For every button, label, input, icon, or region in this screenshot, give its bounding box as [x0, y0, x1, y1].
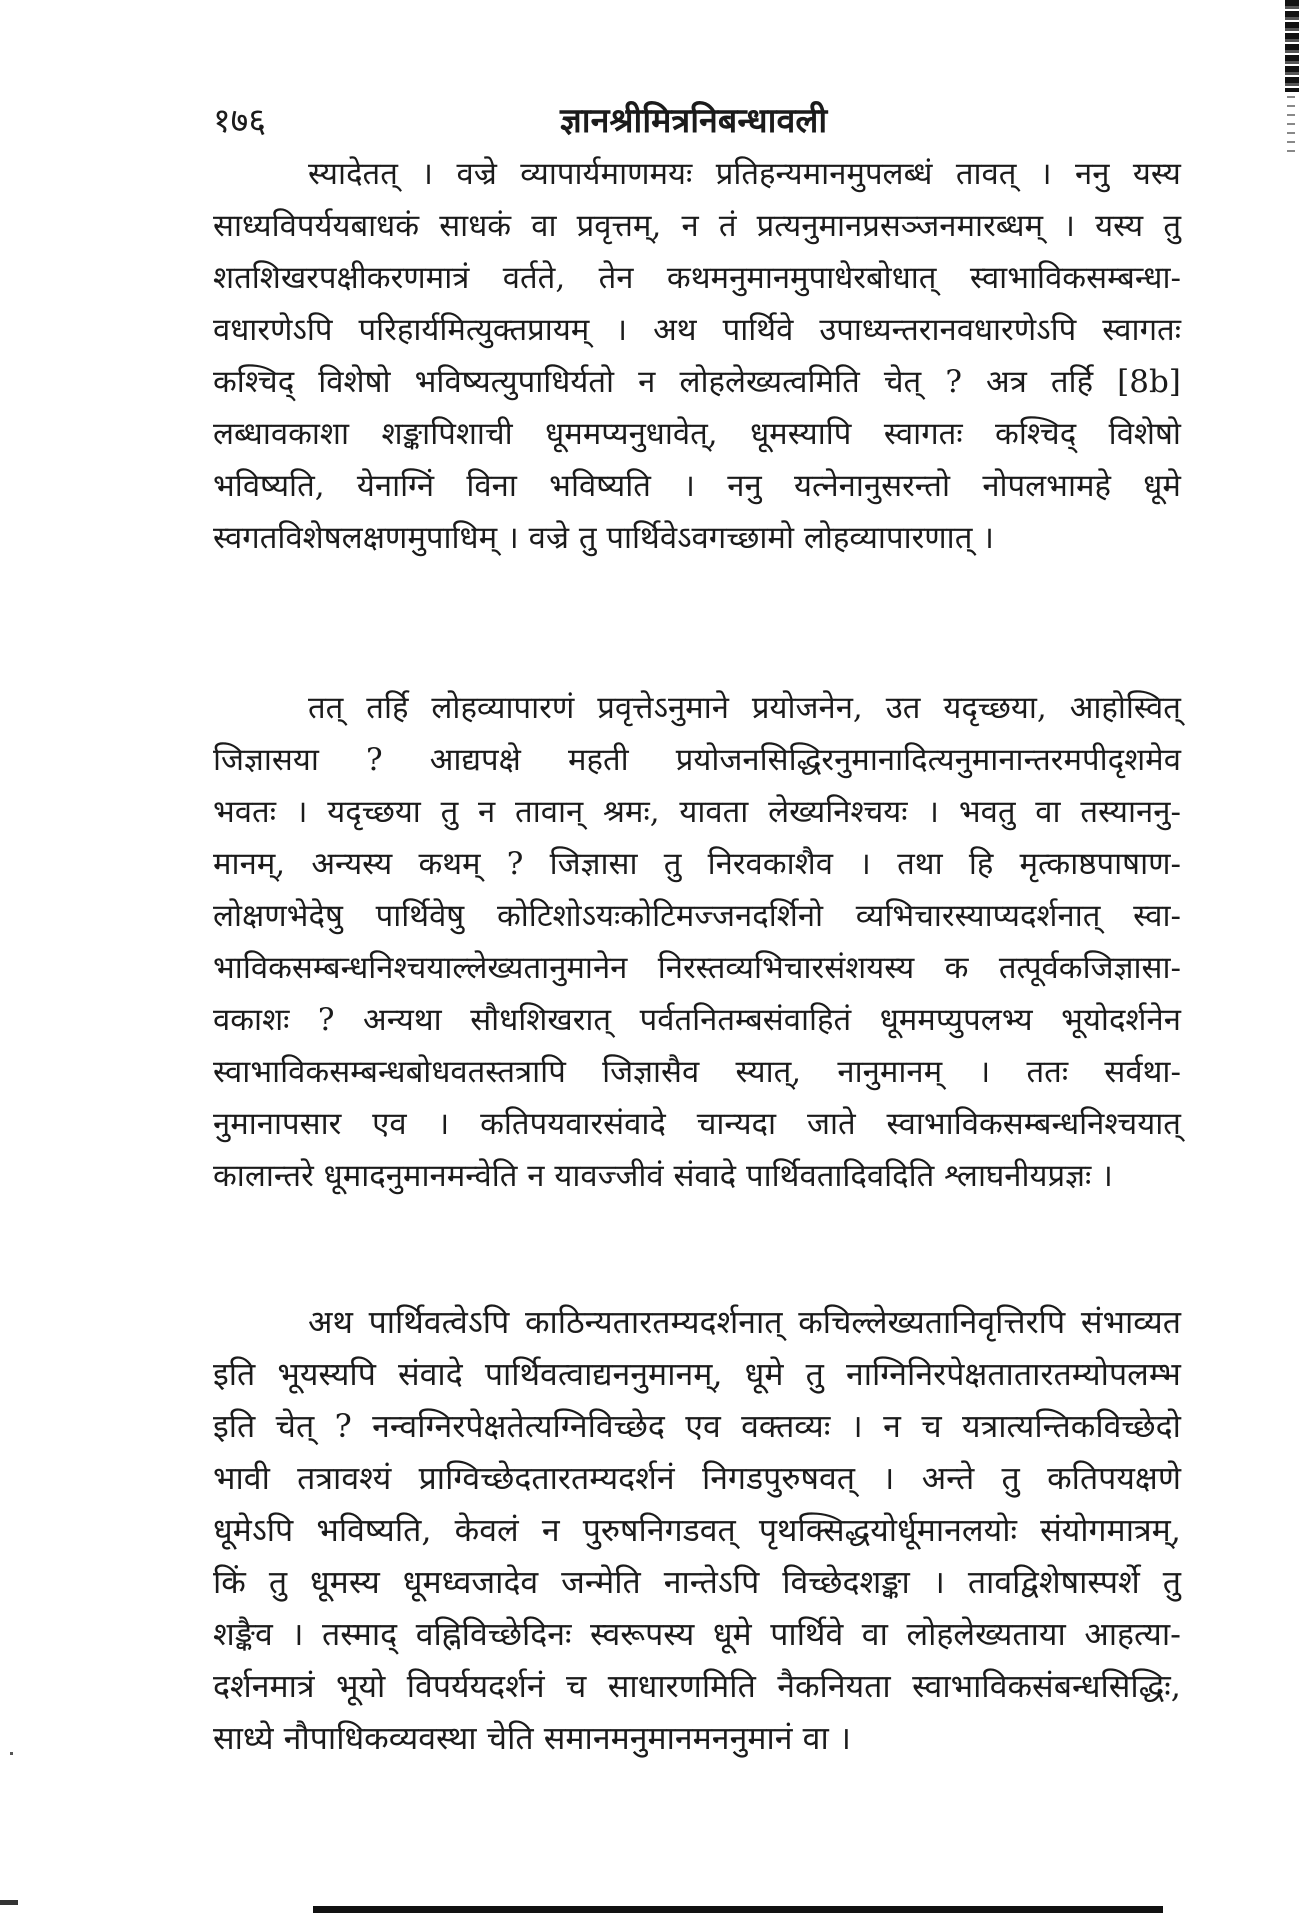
text-line — [213, 252, 1181, 304]
word: न — [638, 364, 656, 400]
word: । — [882, 1459, 895, 1497]
word: न — [883, 1407, 901, 1445]
word: कश्चिद् — [995, 416, 1077, 452]
word: धूमे — [744, 1355, 784, 1393]
word: स्वाभाविकसम्बन्धा- — [969, 260, 1181, 296]
word: प्रवृत्तम्, — [576, 208, 662, 244]
word: विच्छेदशङ्का — [782, 1563, 910, 1601]
word: स्वाभाविकसंबन्धसिद्धिः, — [912, 1667, 1181, 1705]
word: वधारणेऽपि — [213, 312, 333, 348]
word: भूयस्यपि — [277, 1355, 376, 1393]
word: स्वागतः — [1102, 312, 1181, 348]
word: मृत्काष्ठपाषाण- — [1019, 846, 1181, 882]
word: किं — [213, 1563, 246, 1601]
word: धूमस्य — [310, 1563, 380, 1601]
word: वकाशः — [213, 1002, 290, 1038]
word: । — [978, 1054, 991, 1090]
word: उत — [885, 690, 921, 726]
word: कश्चिद् — [213, 364, 295, 400]
word: ननु — [727, 468, 762, 504]
word: अथ — [308, 1303, 353, 1341]
word: तत्रावश्यं — [297, 1459, 392, 1497]
word: तस्याननु- — [1080, 794, 1181, 830]
word: तु — [1163, 208, 1181, 244]
word: विशेषो — [1108, 416, 1181, 452]
word: लोहव्यापारणं — [431, 690, 575, 726]
word: अन्ते — [921, 1459, 975, 1497]
word: धूममप्यनुधावेत्, — [545, 416, 718, 452]
text-line — [308, 1296, 1181, 1348]
word: भविष्यति — [549, 468, 651, 504]
word: एव — [372, 1106, 407, 1142]
word: व्यभिचारस्याप्यदर्शनात् — [855, 898, 1101, 934]
word: प्रयोजनेन, — [751, 690, 863, 726]
word: पार्थिवत्वेऽपि — [368, 1303, 510, 1341]
word: तु — [268, 1563, 288, 1601]
word: तु — [440, 794, 459, 830]
text-line — [213, 356, 1181, 408]
word: वज्रे — [456, 156, 497, 192]
word: इति — [213, 1355, 256, 1393]
word: प्रतिहन्यमानमुपलब्धं — [715, 156, 933, 192]
word: तत् — [308, 690, 344, 726]
text-line — [308, 148, 1181, 200]
word: काठिन्यतारतम्यदर्शनात् — [524, 1303, 783, 1341]
text-line — [213, 734, 1181, 786]
word: तावत् — [955, 156, 1017, 192]
word: [8b] — [1117, 364, 1181, 400]
text-line — [308, 682, 1181, 734]
word: वा — [531, 208, 557, 244]
word: महती — [567, 742, 629, 778]
word: । — [850, 1407, 863, 1445]
word: नुमानापसार — [213, 1106, 342, 1142]
word: साधकं — [439, 208, 512, 244]
word: नाग्निनिरपेक्षतातारतम्योपलम्भ — [845, 1355, 1181, 1393]
word: तु — [1001, 1459, 1020, 1497]
word: एव — [685, 1407, 721, 1445]
word: जिज्ञासैव — [602, 1054, 700, 1090]
word: ? — [334, 1407, 352, 1445]
text-line — [213, 1556, 1181, 1608]
word: लोहलेख्यताया — [906, 1615, 1066, 1653]
word: स्वा- — [1133, 898, 1181, 934]
word: च — [566, 1667, 587, 1705]
word: भवतः — [213, 794, 276, 830]
word: श्रमः, — [602, 794, 660, 830]
word: स्वाभाविकसम्बन्धबोधवतस्तत्रापि — [213, 1054, 566, 1090]
word: स्वागतः — [883, 416, 963, 452]
word: उपाध्यन्तरानवधारणेऽपि — [819, 312, 1077, 348]
word: तावद्विशेषास्पर्शे — [967, 1563, 1140, 1601]
word: निरवकाशैव — [707, 846, 833, 882]
word: सौधशिखरात् — [470, 1002, 612, 1038]
text-line — [213, 460, 1181, 512]
word: प्रवृत्तेऽनुमाने — [597, 690, 729, 726]
word: धूममप्युपलभ्य — [879, 1002, 1033, 1038]
word: यदृच्छया — [327, 794, 421, 830]
word: नोपलभामहे — [982, 468, 1111, 504]
word: कचिल्लेख्यतानिवृत्तिरपि — [798, 1303, 1066, 1341]
word: प्राग्विच्छेदतारतम्यदर्शनं — [418, 1459, 675, 1497]
word: तत्पूर्वकजिज्ञासा- — [998, 950, 1181, 986]
word: तु — [805, 1355, 824, 1393]
word: तावान् — [515, 794, 584, 830]
word: । — [1039, 156, 1052, 192]
word: यत्रात्यन्तिकविच्छेदो — [962, 1407, 1181, 1445]
scan-edge-top — [1285, 0, 1299, 92]
word: लब्धावकाशा — [213, 416, 350, 452]
word: येनाग्निं — [356, 468, 435, 504]
word: शङ्कैव — [213, 1615, 273, 1653]
word: भविष्यति, — [316, 1511, 432, 1549]
text-line: स्वगतविशेषलक्षणमुपाधिम् । वज्रे तु पार्थिवेऽवगच्छामो लोहव्यापारणात् । — [213, 520, 994, 556]
word: नैकनियता — [777, 1667, 891, 1705]
word: निरस्तव्यभिचारसंशयस्य — [657, 950, 915, 986]
text-line — [213, 994, 1181, 1046]
word: चेत् — [883, 364, 922, 400]
word: यदृच्छया, — [943, 690, 1047, 726]
word: । — [615, 312, 628, 348]
word: संवादे — [398, 1355, 463, 1393]
word: विशेषो — [318, 364, 391, 400]
word: । — [437, 1106, 450, 1142]
word: ? — [506, 846, 524, 882]
word: धूमे — [1143, 468, 1181, 504]
word: । — [932, 1563, 945, 1601]
word: यस्य — [1132, 156, 1181, 192]
word: संयोगमात्रम्, — [1040, 1511, 1181, 1549]
word: पार्थिवे — [770, 1615, 844, 1653]
text-line — [213, 1504, 1181, 1556]
word: लोक्षणभेदेषु — [213, 898, 343, 934]
text-line — [213, 304, 1181, 356]
word: वह्निविच्छेदिनः — [415, 1615, 572, 1653]
text-line — [213, 942, 1181, 994]
word: कतिपयवारसंवादे — [480, 1106, 666, 1142]
word: सर्वथा- — [1104, 1054, 1181, 1090]
word: न — [478, 794, 496, 830]
word: नान्तेऽपि — [663, 1563, 760, 1601]
word: भवतु — [958, 794, 1016, 830]
word: धूमध्वजादेव — [402, 1563, 539, 1601]
word: । — [421, 156, 434, 192]
word: लोहलेख्यत्वमिति — [679, 364, 860, 400]
word: यत्नेनानुसरन्तो — [793, 468, 951, 504]
text-line — [213, 1400, 1181, 1452]
word: पार्थिवे — [722, 312, 794, 348]
word: अत्र — [986, 364, 1027, 400]
word: तर्हि — [1050, 364, 1094, 400]
word: साधारणमिति — [607, 1667, 756, 1705]
word: स्वरूपस्य — [590, 1615, 695, 1653]
word: । — [1063, 208, 1075, 244]
word: भावी — [213, 1459, 270, 1497]
text-line — [213, 786, 1181, 838]
word: चेत् — [275, 1407, 315, 1445]
word: कतिपयक्षणे — [1047, 1459, 1181, 1497]
word: यस्य — [1095, 208, 1144, 244]
text-line — [213, 408, 1181, 460]
word: ? — [945, 364, 962, 400]
word: वर्तते, — [502, 260, 566, 296]
word: शङ्कापिशाची — [381, 416, 513, 452]
word: भूयो — [336, 1667, 386, 1705]
text-line — [213, 1660, 1181, 1712]
text-line — [213, 1452, 1181, 1504]
word: । — [927, 794, 940, 830]
scan-mark-left — [0, 1900, 18, 1905]
text-line — [213, 1098, 1181, 1150]
word: न — [541, 1511, 560, 1549]
word: वक्तव्यः — [741, 1407, 831, 1445]
scan-specks — [1287, 96, 1295, 156]
word: कोटिशोऽयःकोटिमज्जनदर्शिनो — [496, 898, 824, 934]
word: कथम् — [418, 846, 481, 882]
scan-dot-left — [10, 1752, 13, 1755]
text-line — [213, 1608, 1181, 1660]
word: धूमेऽपि — [213, 1511, 294, 1549]
word: क — [944, 950, 969, 986]
word: संभाव्यत — [1080, 1303, 1181, 1341]
word: स्यात्, — [735, 1054, 802, 1090]
word: लेख्यनिश्चयः — [768, 794, 908, 830]
word: आहत्या- — [1084, 1615, 1181, 1653]
word: धूमे — [712, 1615, 752, 1653]
word: स्यादेतत् — [308, 156, 398, 192]
word: पुरुषनिगडवत् — [582, 1511, 736, 1549]
word: हि — [968, 846, 994, 882]
word: प्रत्यनुमानप्रसञ्जनमारब्धम् — [756, 208, 1044, 244]
word: पार्थिवत्वाद्यननुमानम्, — [484, 1355, 723, 1393]
word: तु — [663, 846, 682, 882]
word: मानम्, — [213, 846, 286, 882]
word: ? — [317, 1002, 335, 1038]
word: भविष्यति, — [213, 468, 325, 504]
word: । — [683, 468, 695, 504]
word: च — [921, 1407, 942, 1445]
word: भविष्यत्युपाधिर्यतो — [414, 364, 615, 400]
word: आहोस्वित् — [1069, 690, 1181, 726]
word: निगडपुरुषवत् — [701, 1459, 856, 1497]
word: दर्शनमात्रं — [213, 1667, 315, 1705]
word: वा — [1035, 794, 1061, 830]
word: अथ — [653, 312, 697, 348]
word: जाते — [806, 1106, 856, 1142]
word: पार्थिवेषु — [375, 898, 465, 934]
word: वा — [861, 1615, 888, 1653]
word: तथा — [897, 846, 943, 882]
word: । — [291, 1615, 304, 1653]
text-line: साध्ये नौपाधिकव्यवस्था चेति समानमनुमानमननुमानं वा । — [213, 1719, 852, 1757]
word: इति — [213, 1407, 256, 1445]
text-line — [213, 1046, 1181, 1098]
word: तस्माद् — [322, 1615, 398, 1653]
word: आद्यपक्षे — [429, 742, 521, 778]
word: शतशिखरपक्षीकरणमात्रं — [213, 260, 470, 296]
word: अन्यथा — [363, 1002, 442, 1038]
word: न — [681, 208, 699, 244]
word: जन्मेति — [561, 1563, 641, 1601]
word: साध्यविपर्ययबाधकं — [213, 208, 420, 244]
word: व्यापार्यमाणमयः — [520, 156, 693, 192]
word: ? — [366, 742, 383, 778]
word: नन्वग्निरपेक्षतेत्यग्निविच्छेद — [372, 1407, 665, 1445]
text-line — [213, 890, 1181, 942]
word: तेन — [598, 260, 634, 296]
word: कथमनुमानमुपाधेरबोधात् — [666, 260, 937, 296]
word: जिज्ञासा — [549, 846, 638, 882]
word: परिहार्यमित्युक्तप्रायम् — [358, 312, 590, 348]
word: ननु — [1075, 156, 1110, 192]
word: भूयोदर्शनेन — [1061, 1002, 1181, 1038]
word: पर्वतनितम्बसंवाहितं — [639, 1002, 852, 1038]
running-title: ज्ञानश्रीमित्रनिबन्धावली — [560, 101, 828, 141]
word: अन्यस्य — [311, 846, 393, 882]
text-line: कालान्तरे धूमादनुमानमन्वेति न यावज्जीवं संवादे पार्थिवतादिवदिति श्लाघनीयप्रज्ञः । — [213, 1158, 1113, 1194]
word: धूमस्यापि — [750, 416, 852, 452]
scan-rule-bottom — [313, 1906, 1163, 1913]
word: प्रयोजनसिद्धिरनुमानादित्यनुमानान्तरमपीदृशमेव — [675, 742, 1181, 778]
word: जिज्ञासया — [213, 742, 319, 778]
page-number: १७६ — [213, 101, 267, 141]
word: स्वाभाविकसम्बन्धनिश्चयात् — [886, 1106, 1181, 1142]
word: तु — [1162, 1563, 1181, 1601]
word: । — [859, 846, 871, 882]
word: तर्हि — [366, 690, 409, 726]
word: यावता — [679, 794, 749, 830]
word: नानुमानम् — [837, 1054, 943, 1090]
word: पृथक्सिद्धयोर्धूमानलयोः — [758, 1511, 1017, 1549]
text-line — [213, 838, 1181, 890]
word: चान्यदा — [696, 1106, 777, 1142]
word: भाविकसम्बन्धनिश्चयाल्लेख्यतानुमानेन — [213, 950, 628, 986]
text-line — [213, 200, 1181, 252]
text-line — [213, 1348, 1181, 1400]
word: विना — [466, 468, 517, 504]
word: तं — [718, 208, 737, 244]
word: । — [295, 794, 308, 830]
word: ततः — [1026, 1054, 1069, 1090]
word: केवलं — [454, 1511, 519, 1549]
word: विपर्ययदर्शनं — [406, 1667, 545, 1705]
